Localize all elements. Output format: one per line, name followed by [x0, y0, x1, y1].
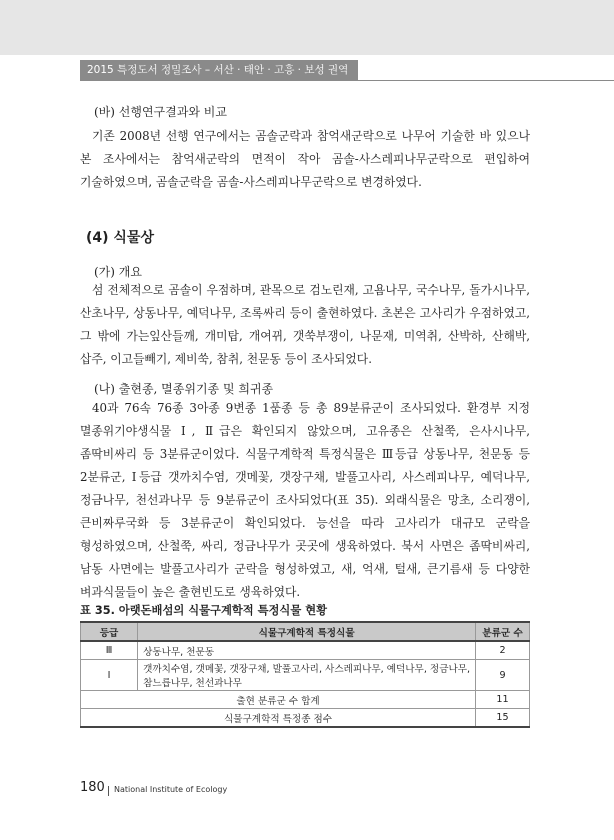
text-line: 그 밖에 가는잎산들깨, 개미탑, 개여뀌, 갯쑥부쟁이, 나문재, 미역취, 산박하, 산해박,	[80, 329, 530, 343]
text-line: 큰비짜루국화 등 3분류군이 확인되었다. 능선을 따라 고사리가 대규모 군락을	[80, 516, 530, 530]
text-line: 좀딱비싸리 등 3분류군이었다. 식물구계학적 특정식물은 Ⅲ등급 상동나무, 천문동 등	[80, 447, 530, 461]
text-line: 벼과식물들이 높은 출현빈도로 생육하였다.	[80, 585, 301, 599]
text-line: 2분류군, Ⅰ등급 갯까치수염, 갯메꽃, 갯장구채, 발풀고사리, 사스레피나무, 예덕나무,	[80, 470, 530, 484]
text-line: 산초나무, 상동나무, 예덕나무, 조록싸리 등이 출현하였다. 초본은 고사리가 우점하였고,	[80, 306, 530, 320]
count-cell: 2	[476, 641, 530, 660]
text-line: 40과 76속 76종 3아종 9변종 1품종 등 총 89분류군이 조사되었다. 환경부 지정	[92, 401, 530, 415]
species-cell	[138, 660, 476, 691]
summary-row	[81, 709, 530, 728]
species-heading: (나) 출현종, 멸종위기종 및 희귀종	[94, 382, 274, 396]
overview-paragraph	[80, 279, 530, 371]
text-line: 삽주, 이고들빼기, 제비쑥, 참취, 천문동 등이 조사되었다.	[80, 352, 372, 366]
count-cell: 9	[476, 660, 530, 691]
table-row	[81, 660, 530, 691]
summary-value: 11	[476, 691, 530, 709]
species-header: 식물구계학적 특정식물	[138, 622, 476, 641]
footer-institution: National Institute of Ecology	[114, 785, 228, 794]
grade-header: 등급	[81, 622, 138, 641]
footer-separator	[108, 786, 109, 796]
summary-row	[81, 691, 530, 709]
text-line: 기술하였으며, 곰솔군락을 곰솔-사스레피나무군락으로 변경하였다.	[80, 175, 422, 189]
summary-value: 15	[476, 709, 530, 728]
special-plants-table	[80, 621, 530, 728]
text-line: 정금나무, 천선과나무 등 9분류군이 조사되었다(표 35). 외래식물은 망초, 소리쟁이,	[80, 493, 530, 507]
text-line: 섬 전체적으로 곰솔이 우점하며, 관목으로 검노린재, 고욤나무, 국수나무, 돌가시나무,	[92, 283, 530, 297]
text-line: 기존 2008년 선행 연구에서는 곰솔군락과 참억새군락으로 나무어 기술한 바 있으나	[92, 129, 530, 143]
grade-cell: Ⅲ	[81, 641, 138, 660]
summary-label: 출현 분류군 수 합계	[81, 691, 476, 709]
text-line: 형성하였으며, 산철쭉, 싸리, 정금나무가 곳곳에 생육하였다. 북서 사면은 좀딱비싸리,	[80, 539, 530, 553]
table-caption: 표 35. 아랫돈배섬의 식물구계학적 특정식물 현황	[80, 604, 328, 617]
species-cell: 상동나무, 천문동	[138, 641, 476, 660]
count-header: 분류군 수	[476, 622, 530, 641]
prev-study-heading: (바) 선행연구결과와 비교	[94, 105, 227, 119]
species-line: 참느릅나무, 천선과나무	[143, 678, 242, 689]
summary-label: 식물구계학적 특정종 점수	[81, 709, 476, 728]
overview-heading: (가) 개요	[94, 265, 142, 279]
top-gray-bar	[0, 0, 614, 55]
header-rule	[80, 80, 614, 81]
text-line: 멸종위기야생식물 Ⅰ, Ⅱ급은 확인되지 않았으며, 고유종은 산철쭉, 은사시나무,	[80, 424, 530, 438]
prev-study-paragraph	[80, 125, 530, 194]
table-header-row	[81, 622, 530, 641]
table-row	[81, 641, 530, 660]
text-line: 본 조사에서는 참억새군락의 면적이 작아 곰솔-사스레피나무군락으로 편입하여	[80, 152, 530, 166]
running-header-banner: 2015 특정도서 정밀조사 – 서산 · 태안 · 고흥 · 보성 권역	[80, 60, 358, 80]
species-line: 갯까치수염, 갯메꽃, 갯장구채, 발풀고사리, 사스레피나무, 예덕나무, 정금나무,	[143, 664, 471, 675]
section-title: (4) 식물상	[86, 230, 154, 246]
grade-cell: Ⅰ	[81, 660, 138, 691]
species-paragraph	[80, 397, 530, 604]
text-line: 남동 사면에는 발풀고사리가 군락을 형성하였고, 새, 억새, 털새, 큰기름새 등 다양한	[80, 562, 530, 576]
page-number: 180	[80, 780, 105, 795]
